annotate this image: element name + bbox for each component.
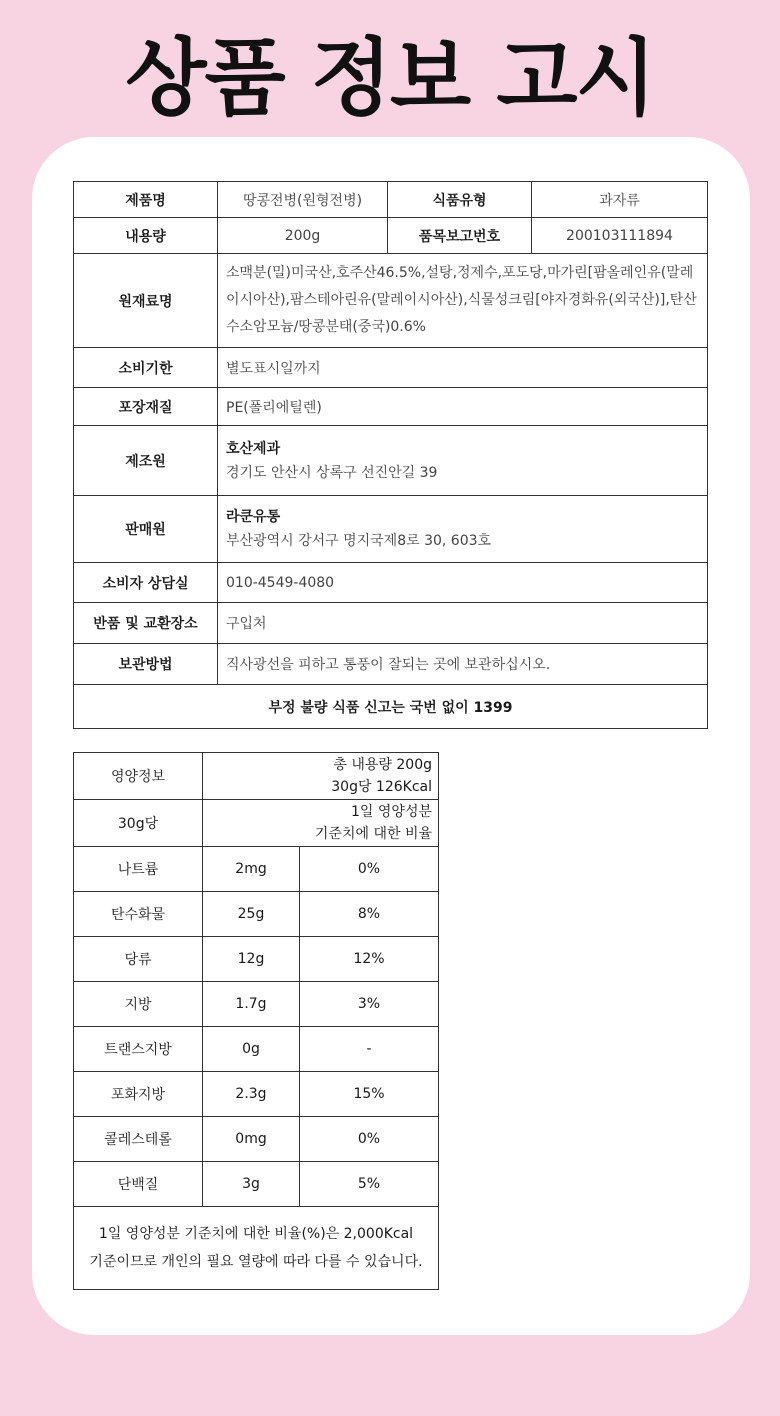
- nutrition-note-line1: 1일 영양성분 기준치에 대한 비율(%)은 2,000Kcal: [98, 1226, 414, 1242]
- packaging-label: 포장재질: [74, 388, 218, 426]
- report-notice: 부정 불량 식품 신고는 국번 없이 1399: [74, 685, 708, 729]
- ingredients-label: 원재료명: [74, 254, 218, 348]
- product-name-label: 제품명: [74, 182, 218, 218]
- info-card: [32, 137, 750, 1335]
- table-row: [74, 603, 708, 644]
- nutrient-percent: 3%: [300, 982, 439, 1027]
- manufacturer-address: 경기도 안산시 상록구 선진안길 39: [226, 464, 438, 481]
- food-type-value: 과자류: [532, 182, 708, 218]
- nutrition-total: [203, 753, 439, 800]
- table-row: [74, 182, 708, 218]
- table-row: [74, 937, 439, 982]
- nutrient-amount: 0mg: [203, 1117, 300, 1162]
- nutrient-amount: 2mg: [203, 847, 300, 892]
- table-row: [74, 685, 708, 729]
- nutrition-total-line1: 총 내용량 200g: [333, 757, 432, 773]
- ingredients-value: 소맥분(밀)미국산,호주산46.5%,설탕,정제수,포도당,마가린[팜올레인유(말레이시아산),팜스테아린유(말레이시아산),식물성크림[야자경화유(외국산)],탄산수소암모늄/땅콩분태(중국)0.6%: [218, 254, 708, 348]
- nutrient-percent: 12%: [300, 937, 439, 982]
- seller-label: 판매원: [74, 496, 218, 563]
- nutrition-dv-header: [203, 800, 439, 847]
- nutrient-percent: 8%: [300, 892, 439, 937]
- manufacturer-label: 제조원: [74, 426, 218, 496]
- nutrient-amount: 1.7g: [203, 982, 300, 1027]
- nutrient-percent: 15%: [300, 1072, 439, 1117]
- table-row: [74, 563, 708, 603]
- nutrient-name: 나트륨: [74, 847, 203, 892]
- table-row: [74, 1162, 439, 1207]
- table-row: [74, 496, 708, 563]
- page-title: 상품 정보 고시: [125, 29, 655, 127]
- nutrition-dv-line1: 1일 영양성분: [351, 804, 432, 820]
- nutrition-dv-line2: 기준치에 대한 비율: [314, 826, 432, 842]
- nutrient-name: 탄수화물: [74, 892, 203, 937]
- nutrition-note: [74, 1207, 439, 1290]
- nutrient-amount: 3g: [203, 1162, 300, 1207]
- consumer-phone: 010-4549-4080: [218, 563, 708, 603]
- product-name-value: 땅콩전병(원형전병): [218, 182, 388, 218]
- seller-address: 부산광역시 강서구 명지국제8로 30, 603호: [226, 533, 492, 549]
- table-row: [74, 426, 708, 496]
- table-row: [74, 982, 439, 1027]
- nutrition-header-label: 영양정보: [74, 753, 203, 800]
- packaging-value: PE(폴리에틸렌): [218, 388, 708, 426]
- table-row: [74, 218, 708, 254]
- consumer-label: 소비자 상담실: [74, 563, 218, 603]
- nutrient-name: 단백질: [74, 1162, 203, 1207]
- table-row: [74, 348, 708, 388]
- storage-value: 직사광선을 피하고 통풍이 잘되는 곳에 보관하십시오.: [218, 644, 708, 685]
- nutrient-name: 지방: [74, 982, 203, 1027]
- manufacturer-name: 호산제과: [226, 440, 281, 457]
- nutrition-total-line2: 30g당 126Kcal: [331, 779, 432, 795]
- volume-label: 내용량: [74, 218, 218, 254]
- table-row: [74, 388, 708, 426]
- report-no-value: 200103111894: [532, 218, 708, 254]
- nutrient-amount: 2.3g: [203, 1072, 300, 1117]
- nutrient-percent: 0%: [300, 1117, 439, 1162]
- nutrition-note-line2: 기준이므로 개인의 필요 열량에 따라 다를 수 있습니다.: [89, 1254, 423, 1270]
- table-row: [74, 254, 708, 348]
- nutrient-name: 콜레스테롤: [74, 1117, 203, 1162]
- food-type-label: 식품유형: [388, 182, 532, 218]
- nutrient-name: 포화지방: [74, 1072, 203, 1117]
- expiry-label: 소비기한: [74, 348, 218, 388]
- expiry-value: 별도표시일까지: [218, 348, 708, 388]
- nutrient-percent: 5%: [300, 1162, 439, 1207]
- table-row: [74, 1117, 439, 1162]
- table-row: [74, 847, 439, 892]
- table-row: [74, 753, 439, 800]
- table-row: [74, 1072, 439, 1117]
- seller-name: 라쿤유통: [226, 509, 281, 525]
- storage-label: 보관방법: [74, 644, 218, 685]
- seller-cell: [218, 496, 708, 563]
- nutrient-percent: -: [300, 1027, 439, 1072]
- table-row: [74, 800, 439, 847]
- nutrient-amount: 12g: [203, 937, 300, 982]
- product-info-table: [73, 181, 708, 729]
- nutrient-amount: 25g: [203, 892, 300, 937]
- table-row: [74, 644, 708, 685]
- table-row: [74, 892, 439, 937]
- table-row: [74, 1207, 439, 1290]
- nutrition-per-label: 30g당: [74, 800, 203, 847]
- return-value: 구입처: [218, 603, 708, 644]
- nutrient-amount: 0g: [203, 1027, 300, 1072]
- report-no-label: 품목보고번호: [388, 218, 532, 254]
- nutrition-table: [73, 752, 439, 1290]
- nutrient-name: 당류: [74, 937, 203, 982]
- nutrient-name: 트랜스지방: [74, 1027, 203, 1072]
- nutrient-percent: 0%: [300, 847, 439, 892]
- volume-value: 200g: [218, 218, 388, 254]
- return-label: 반품 및 교환장소: [74, 603, 218, 644]
- manufacturer-cell: [218, 426, 708, 496]
- table-row: [74, 1027, 439, 1072]
